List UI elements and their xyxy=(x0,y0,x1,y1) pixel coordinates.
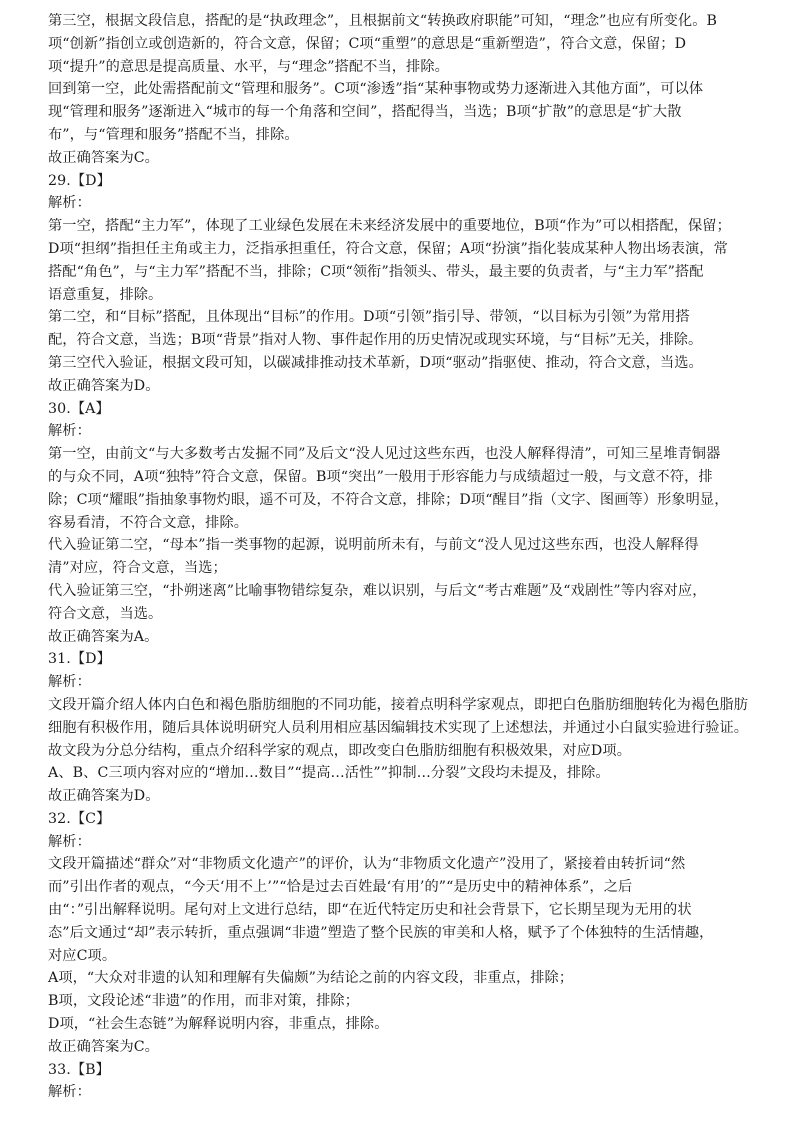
text-line: 态”后文通过“却”表示转折，重点强调“非遗”塑造了整个民族的审美和人格，赋予了个体独特的生活情趣， xyxy=(48,924,714,941)
text-line: 故正确答案为C。 xyxy=(48,149,159,166)
text-line: D项，“社会生态链”为解释说明内容，非重点，排除。 xyxy=(48,1016,389,1033)
answer-explanation-document xyxy=(48,10,764,1104)
text-line: 容易看清，不符合文意，排除。 xyxy=(48,514,249,531)
text-line: 文段开篇介绍人体内白色和褐色脂肪细胞的不同功能，接着点明科学家观点，即把白色脂肪细胞转化为褐色脂肪 xyxy=(48,696,749,713)
text-line: 故正确答案为C。 xyxy=(48,1038,159,1055)
text-line: 解析： xyxy=(48,1084,91,1101)
text-line: 故正确答案为A。 xyxy=(48,628,159,645)
text-line: 而”引出作者的观点，“今天‘用不上’”“恰是过去百姓最‘有用’的”“是历史中的精神体系”，之后 xyxy=(48,879,633,896)
text-line: 符合文意，当选。 xyxy=(48,605,163,622)
text-line: 清”对应，符合文意，当选； xyxy=(48,560,227,577)
text-line: 搭配“角色”，与“主力军”搭配不当，排除；C项“领衔”指领头、带头，最主要的负责者，与“主力军”搭配 xyxy=(48,263,704,280)
text-line: 回到第一空，此处需搭配前文“管理和服务”。C项“渗透”指“某种事物或势力逐渐进入其他方面”，可以体 xyxy=(48,81,704,98)
text-line: 代入验证第二空，“母本”指一类事物的起源，说明前所未有，与前文“没人见过这些东西，也没人解释得 xyxy=(48,537,699,554)
text-line: 语意重复，排除。 xyxy=(48,286,163,303)
text-line: B项，文段论述“非遗”的作用，而非对策，排除； xyxy=(48,993,359,1010)
text-line: 项“提升”的意思是提高质量、水平，与“理念”搭配不当，排除。 xyxy=(48,58,449,75)
text-line: 第三空代入验证，根据文段可知，以碳减排推动技术革新，D项“驱动”指驱使、推动，符合文意，当选。 xyxy=(48,354,703,371)
text-line: 配，符合文意，当选；B项“背景”指对人物、事件起作用的历史情况或现实环境，与“目标”无关，排除。 xyxy=(48,332,703,349)
text-line: D项“担纲”指担任主角或主力，泛指承担重任，符合文意，保留；A项“扮演”指化装成某种人物出场表演，常 xyxy=(48,240,728,257)
text-line: 第三空，根据文段信息，搭配的是“执政理念”，且根据前文“转换政府职能”可知，“理念”也应有所变化。B xyxy=(48,13,718,29)
text-line: 30.【A】 xyxy=(48,400,110,417)
text-line: 代入验证第三空，“扑朔迷离”比喻事物错综复杂，难以识别，与后文“考古难题”及“戏剧性”等内容对应， xyxy=(48,582,707,599)
text-line: 第一空，搭配“主力军”，体现了工业绿色发展在未来经济发展中的重要地位，B项“作为”可以相搭配，保留； xyxy=(48,218,731,235)
text-line: 31.【D】 xyxy=(48,651,111,668)
text-line: 解析： xyxy=(48,833,91,850)
text-line: 解析： xyxy=(48,195,91,212)
text-line: 故正确答案为D。 xyxy=(48,788,160,805)
text-line: 故文段为分总分结构，重点介绍科学家的观点，即改变白色脂肪细胞有积极效果，对应D项。 xyxy=(48,742,631,759)
text-line: A项，“大众对非遗的认知和理解有失偏颇”为结论之前的内容文段，非重点，排除； xyxy=(48,970,574,987)
text-line: 33.【B】 xyxy=(48,1061,110,1078)
text-line: 解析： xyxy=(48,674,91,691)
text-line: 29.【D】 xyxy=(48,172,111,189)
text-line: 文段开篇描述“群众”对“非物质文化遗产”的评价，认为“非物质文化遗产”没用了，紧接着由转折词“然 xyxy=(48,856,686,873)
text-line: A、B、C三项内容对应的“增加…数目”“提高…活性””抑制…分裂”文段均未提及，排除。 xyxy=(48,765,610,782)
text-line: 现“管理和服务”逐渐进入“城市的每一个角落和空间”，搭配得当，当选；B项“扩散”的意思是“扩大散 xyxy=(48,104,682,121)
text-line: 32.【C】 xyxy=(48,810,111,827)
text-line: 布”，与“管理和服务”搭配不当，排除。 xyxy=(48,126,299,143)
text-line: 对应C项。 xyxy=(48,947,117,964)
text-line: 除；C项“耀眼”指抽象事物灼眼，遥不可及，不符合文意，排除；D项“醒目”指（文字、图画等）形象明显， xyxy=(48,491,729,508)
text-line: 故正确答案为D。 xyxy=(48,377,160,394)
text-line: 项“创新”指创立或创造新的，符合文意，保留；C项“重塑”的意思是“重新塑造”，符合文意，保留；D xyxy=(48,35,687,52)
text-line: 第一空，由前文“与大多数考古发掘不同”及后文“没人见过这些东西，也没人解释得清”，可知三星堆青铜器 xyxy=(48,446,721,463)
text-line: 由“：”引出解释说明。尾句对上文进行总结，即“在近代特定历史和社会背景下，它长期呈现为无用的状 xyxy=(48,902,692,919)
text-line: 第二空，和“目标”搭配，且体现出“目标”的作用。D项“引领”指引导、带领，“以目标为引领”为常用搭 xyxy=(48,309,690,326)
text-line: 的与众不同，A项“独特”符合文意，保留。B项“突出”一般用于形容能力与成绩超过一般，与文意不符，排 xyxy=(48,468,713,485)
text-line: 解析： xyxy=(48,423,91,440)
text-line: 细胞有积极作用，随后具体说明研究人员利用相应基因编辑技术实现了上述想法，并通过小白鼠实验进行验证。 xyxy=(48,719,749,736)
